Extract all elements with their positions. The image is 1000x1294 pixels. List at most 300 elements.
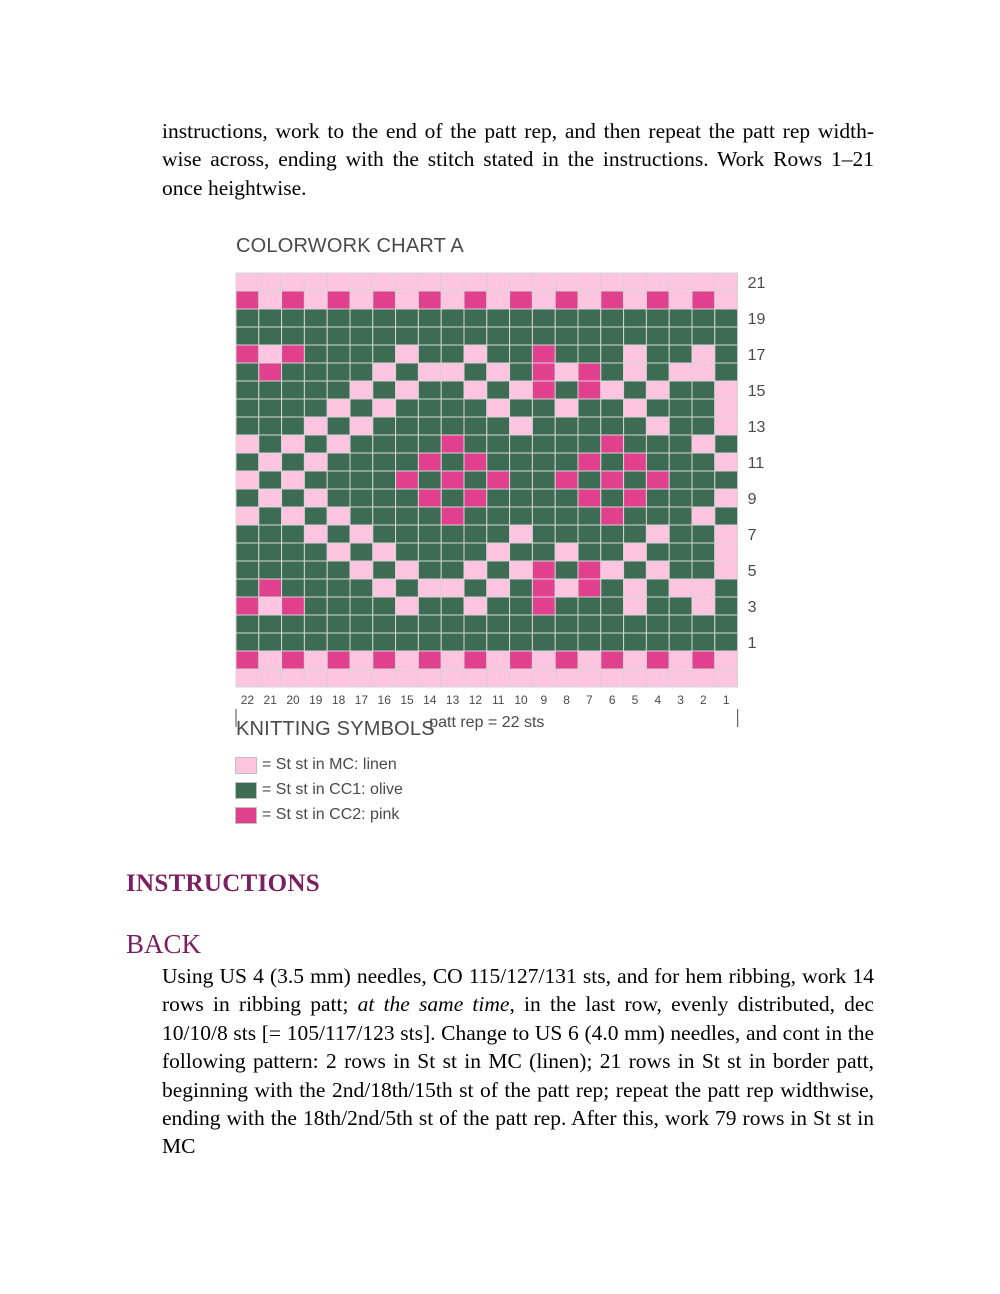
- pink-swatch: [235, 807, 257, 824]
- chart-cell: [715, 471, 738, 489]
- column-number-label: 19: [309, 693, 323, 707]
- chart-cell: [669, 543, 692, 561]
- chart-cell: [601, 273, 624, 291]
- row-number-label: 9: [747, 491, 757, 508]
- chart-cell: [669, 309, 692, 327]
- chart-cell: [692, 525, 715, 543]
- chart-cell: [578, 327, 601, 345]
- chart-cell: [510, 651, 533, 669]
- chart-cell: [259, 525, 282, 543]
- chart-cell: [510, 417, 533, 435]
- chart-cell: [373, 417, 396, 435]
- chart-cell: [350, 273, 373, 291]
- chart-cell: [646, 309, 669, 327]
- chart-cell: [418, 579, 441, 597]
- chart-cell: [510, 399, 533, 417]
- chart-cell: [464, 489, 487, 507]
- chart-cell: [669, 615, 692, 633]
- chart-cell: [259, 651, 282, 669]
- chart-cell: [715, 381, 738, 399]
- column-number-label: 17: [354, 693, 369, 707]
- chart-cell: [555, 525, 578, 543]
- chart-cell: [510, 579, 533, 597]
- chart-cell: [304, 381, 327, 399]
- legend-item-pink: [235, 805, 399, 825]
- chart-cell: [396, 309, 419, 327]
- chart-cell: [396, 615, 419, 633]
- chart-cell: [624, 525, 647, 543]
- chart-cell: [624, 615, 647, 633]
- row-number-label: 7: [747, 527, 757, 544]
- back-text-part1: Using US 4 (3.5 mm) needles, CO 115/127/131 sts, and for hem ribbing, work 14 rows in ribbing patt;: [162, 964, 874, 1017]
- chart-cell: [304, 651, 327, 669]
- chart-cell: [236, 435, 259, 453]
- chart-cell: [282, 669, 305, 687]
- chart-cell: [418, 615, 441, 633]
- chart-cell: [487, 291, 510, 309]
- chart-cell: [236, 489, 259, 507]
- chart-cell: [236, 381, 259, 399]
- chart-cell: [646, 489, 669, 507]
- chart-cell: [282, 309, 305, 327]
- chart-cell: [487, 381, 510, 399]
- chart-cell: [555, 507, 578, 525]
- chart-cell: [510, 669, 533, 687]
- chart-cell: [259, 291, 282, 309]
- chart-cell: [327, 597, 350, 615]
- chart-cell: [259, 273, 282, 291]
- chart-cell: [418, 633, 441, 651]
- chart-cell: [715, 669, 738, 687]
- chart-cell: [259, 471, 282, 489]
- chart-cell: [601, 561, 624, 579]
- chart-cell: [236, 291, 259, 309]
- chart-cell: [282, 327, 305, 345]
- chart-cell: [601, 327, 624, 345]
- chart-cell: [532, 345, 555, 363]
- chart-cell: [236, 669, 259, 687]
- chart-cell: [373, 615, 396, 633]
- chart-cell: [396, 453, 419, 471]
- chart-cell: [350, 363, 373, 381]
- chart-cell: [487, 561, 510, 579]
- chart-cell: [304, 327, 327, 345]
- chart-cell: [373, 435, 396, 453]
- chart-cell: [487, 579, 510, 597]
- chart-cell: [441, 399, 464, 417]
- chart-cell: [601, 597, 624, 615]
- chart-cell: [373, 345, 396, 363]
- chart-cell: [692, 507, 715, 525]
- chart-cell: [259, 381, 282, 399]
- chart-cell: [510, 327, 533, 345]
- chart-cell: [418, 525, 441, 543]
- chart-cell: [555, 471, 578, 489]
- chart-cell: [646, 633, 669, 651]
- chart-cell: [441, 579, 464, 597]
- chart-cell: [601, 615, 624, 633]
- legend-label: = St st in CC1: olive: [262, 781, 403, 798]
- chart-cell: [236, 615, 259, 633]
- chart-cell: [715, 597, 738, 615]
- chart-cell: [624, 651, 647, 669]
- chart-cell: [441, 543, 464, 561]
- chart-cell: [578, 363, 601, 381]
- chart-cell: [510, 291, 533, 309]
- chart-cell: [555, 633, 578, 651]
- chart-cell: [418, 345, 441, 363]
- chart-cell: [441, 309, 464, 327]
- chart-cell: [555, 291, 578, 309]
- chart-cell: [669, 561, 692, 579]
- chart-cell: [646, 381, 669, 399]
- chart-cell: [304, 579, 327, 597]
- chart-cell: [441, 561, 464, 579]
- chart-cell: [692, 273, 715, 291]
- chart-cell: [532, 507, 555, 525]
- chart-cell: [373, 669, 396, 687]
- chart-cell: [692, 453, 715, 471]
- chart-cell: [669, 291, 692, 309]
- chart-cell: [396, 273, 419, 291]
- chart-grid: [236, 273, 738, 687]
- chart-cell: [327, 669, 350, 687]
- chart-cell: [304, 543, 327, 561]
- chart-cell: [259, 507, 282, 525]
- chart-cell: [327, 345, 350, 363]
- chart-cell: [396, 327, 419, 345]
- repeat-label: patt rep = 22 sts: [429, 714, 545, 731]
- chart-cell: [578, 597, 601, 615]
- chart-cell: [532, 543, 555, 561]
- chart-cell: [236, 597, 259, 615]
- chart-cell: [578, 381, 601, 399]
- chart-cell: [259, 597, 282, 615]
- chart-cell: [487, 345, 510, 363]
- chart-cell: [532, 525, 555, 543]
- chart-cell: [646, 561, 669, 579]
- chart-cell: [418, 507, 441, 525]
- chart-cell: [396, 561, 419, 579]
- chart-cell: [304, 417, 327, 435]
- chart-cell: [282, 525, 305, 543]
- chart-cell: [624, 363, 647, 381]
- chart-cell: [646, 615, 669, 633]
- chart-cell: [304, 507, 327, 525]
- chart-cell: [441, 345, 464, 363]
- chart-cell: [304, 489, 327, 507]
- row-number-label: 15: [747, 383, 766, 400]
- chart-cell: [327, 309, 350, 327]
- chart-cell: [236, 453, 259, 471]
- chart-cell: [555, 345, 578, 363]
- chart-cell: [350, 345, 373, 363]
- column-number-label: 4: [654, 693, 662, 707]
- chart-cell: [601, 345, 624, 363]
- chart-cell: [396, 597, 419, 615]
- chart-cell: [601, 543, 624, 561]
- chart-cell: [624, 453, 647, 471]
- chart-cell: [601, 381, 624, 399]
- chart-cell: [396, 669, 419, 687]
- chart-cell: [646, 543, 669, 561]
- chart-cell: [715, 399, 738, 417]
- chart-cell: [304, 363, 327, 381]
- chart-cell: [464, 273, 487, 291]
- chart-cell: [350, 651, 373, 669]
- chart-cell: [510, 309, 533, 327]
- chart-cell: [396, 633, 419, 651]
- chart-cell: [464, 651, 487, 669]
- chart-cell: [692, 669, 715, 687]
- chart-cell: [646, 597, 669, 615]
- chart-cell: [373, 309, 396, 327]
- chart-cell: [532, 597, 555, 615]
- chart-cell: [669, 327, 692, 345]
- chart-title: COLORWORK CHART A: [236, 235, 464, 257]
- chart-cell: [692, 345, 715, 363]
- chart-cell: [373, 453, 396, 471]
- chart-cell: [327, 615, 350, 633]
- chart-cell: [646, 435, 669, 453]
- chart-cell: [532, 417, 555, 435]
- chart-cell: [327, 327, 350, 345]
- chart-cell: [418, 489, 441, 507]
- chart-cell: [692, 291, 715, 309]
- chart-cell: [624, 345, 647, 363]
- chart-cell: [464, 543, 487, 561]
- column-number-label: 2: [700, 693, 707, 707]
- chart-cell: [464, 417, 487, 435]
- chart-cell: [396, 345, 419, 363]
- chart-cell: [601, 291, 624, 309]
- chart-cell: [601, 525, 624, 543]
- chart-cell: [624, 435, 647, 453]
- chart-cell: [464, 345, 487, 363]
- chart-cell: [555, 417, 578, 435]
- chart-cell: [327, 363, 350, 381]
- chart-cell: [418, 399, 441, 417]
- column-number-label: 9: [540, 693, 548, 707]
- chart-cell: [304, 525, 327, 543]
- chart-cell: [418, 381, 441, 399]
- chart-cell: [373, 273, 396, 291]
- chart-cell: [282, 273, 305, 291]
- chart-cell: [327, 417, 350, 435]
- chart-cell: [464, 327, 487, 345]
- chart-cell: [327, 507, 350, 525]
- chart-cell: [350, 633, 373, 651]
- chart-cell: [624, 273, 647, 291]
- chart-cell: [715, 651, 738, 669]
- chart-cell: [532, 615, 555, 633]
- chart-cell: [669, 489, 692, 507]
- chart-cell: [715, 453, 738, 471]
- chart-cell: [601, 507, 624, 525]
- chart-cell: [646, 525, 669, 543]
- chart-cell: [715, 345, 738, 363]
- chart-cell: [373, 381, 396, 399]
- chart-cell: [236, 273, 259, 291]
- chart-cell: [350, 309, 373, 327]
- chart-cell: [715, 633, 738, 651]
- chart-cell: [487, 309, 510, 327]
- chart-cell: [669, 579, 692, 597]
- chart-cell: [327, 579, 350, 597]
- chart-cell: [715, 615, 738, 633]
- chart-cell: [646, 345, 669, 363]
- chart-cell: [532, 489, 555, 507]
- chart-cell: [418, 543, 441, 561]
- chart-cell: [236, 363, 259, 381]
- chart-cell: [532, 291, 555, 309]
- chart-cell: [373, 489, 396, 507]
- chart-cell: [555, 273, 578, 291]
- chart-cell: [532, 579, 555, 597]
- chart-cell: [396, 651, 419, 669]
- chart-cell: [715, 273, 738, 291]
- chart-cell: [532, 471, 555, 489]
- chart-cell: [464, 291, 487, 309]
- chart-cell: [578, 561, 601, 579]
- chart-cell: [646, 327, 669, 345]
- chart-cell: [487, 273, 510, 291]
- chart-cell: [555, 381, 578, 399]
- chart-cell: [304, 273, 327, 291]
- chart-cell: [532, 669, 555, 687]
- chart-cell: [441, 417, 464, 435]
- chart-cell: [259, 309, 282, 327]
- column-number-label: 12: [468, 693, 483, 707]
- chart-cell: [327, 291, 350, 309]
- chart-cell: [487, 507, 510, 525]
- legend-label: = St st in MC: linen: [262, 756, 397, 773]
- chart-cell: [669, 345, 692, 363]
- chart-cell: [441, 381, 464, 399]
- chart-cell: [715, 435, 738, 453]
- chart-cell: [510, 363, 533, 381]
- chart-cell: [555, 363, 578, 381]
- chart-cell: [715, 561, 738, 579]
- chart-cell: [601, 453, 624, 471]
- chart-cell: [464, 615, 487, 633]
- chart-cell: [350, 471, 373, 489]
- chart-cell: [578, 615, 601, 633]
- chart-cell: [418, 651, 441, 669]
- chart-cell: [487, 453, 510, 471]
- row-number-label: 13: [747, 419, 766, 436]
- chart-cell: [464, 633, 487, 651]
- chart-cell: [646, 417, 669, 435]
- chart-cell: [487, 669, 510, 687]
- chart-cell: [350, 399, 373, 417]
- chart-cell: [441, 507, 464, 525]
- chart-cell: [304, 615, 327, 633]
- chart-cell: [578, 273, 601, 291]
- chart-cell: [441, 525, 464, 543]
- chart-cell: [441, 615, 464, 633]
- chart-cell: [555, 543, 578, 561]
- chart-cell: [282, 399, 305, 417]
- chart-cell: [646, 291, 669, 309]
- chart-cell: [396, 489, 419, 507]
- chart-cell: [715, 525, 738, 543]
- chart-cell: [350, 453, 373, 471]
- chart-cell: [601, 417, 624, 435]
- column-number-label: 8: [563, 693, 570, 707]
- row-number-label: 3: [747, 599, 757, 616]
- chart-column-labels: [241, 693, 730, 707]
- chart-cell: [692, 363, 715, 381]
- chart-cell: [304, 291, 327, 309]
- chart-cell: [282, 633, 305, 651]
- chart-cell: [350, 489, 373, 507]
- chart-cell: [715, 327, 738, 345]
- chart-cell: [692, 615, 715, 633]
- chart-cell: [350, 435, 373, 453]
- chart-cell: [692, 471, 715, 489]
- knitting-symbols-title: KNITTING SYMBOLS: [236, 718, 435, 740]
- chart-cell: [464, 453, 487, 471]
- chart-cell: [532, 561, 555, 579]
- chart-cell: [555, 561, 578, 579]
- chart-cell: [373, 471, 396, 489]
- chart-cell: [282, 489, 305, 507]
- chart-cell: [669, 381, 692, 399]
- chart-cell: [715, 507, 738, 525]
- chart-cell: [532, 399, 555, 417]
- chart-cell: [441, 633, 464, 651]
- chart-cell: [578, 507, 601, 525]
- chart-cell: [236, 651, 259, 669]
- legend-item-olive: [235, 780, 403, 800]
- chart-cell: [624, 597, 647, 615]
- back-text-part2: , in the last row, evenly distributed, dec 10/10/8 sts [= 105/117/123 sts]. Change to US 6 (4.0 mm) needles, and cont in the following pattern: 2 rows in St st in MC (linen); 21 rows in St st in border patt, beginning with the 2nd/18th/15th st of the patt rep; repeat the patt rep widthwise, ending with the 18th/2nd/5th st of the patt rep. After this, work 79 rows in St st in MC: [162, 992, 874, 1159]
- chart-cell: [532, 651, 555, 669]
- chart-cell: [396, 471, 419, 489]
- chart-cell: [396, 363, 419, 381]
- chart-cell: [259, 669, 282, 687]
- chart-cell: [669, 507, 692, 525]
- chart-cell: [282, 381, 305, 399]
- chart-cell: [510, 453, 533, 471]
- chart-cell: [373, 507, 396, 525]
- chart-cell: [396, 381, 419, 399]
- column-number-label: 11: [491, 693, 505, 707]
- chart-cell: [669, 525, 692, 543]
- chart-cell: [373, 399, 396, 417]
- chart-cell: [692, 597, 715, 615]
- chart-cell: [624, 471, 647, 489]
- chart-cell: [236, 327, 259, 345]
- column-number-label: 15: [400, 693, 414, 707]
- chart-cell: [441, 291, 464, 309]
- chart-cell: [236, 579, 259, 597]
- chart-cell: [624, 381, 647, 399]
- back-heading: BACK: [126, 929, 202, 959]
- chart-cell: [282, 579, 305, 597]
- chart-cell: [578, 669, 601, 687]
- chart-cell: [510, 345, 533, 363]
- chart-cell: [373, 633, 396, 651]
- chart-cell: [282, 543, 305, 561]
- chart-cell: [624, 489, 647, 507]
- chart-cell: [304, 471, 327, 489]
- chart-cell: [350, 615, 373, 633]
- chart-cell: [532, 309, 555, 327]
- chart-cell: [555, 669, 578, 687]
- chart-cell: [601, 435, 624, 453]
